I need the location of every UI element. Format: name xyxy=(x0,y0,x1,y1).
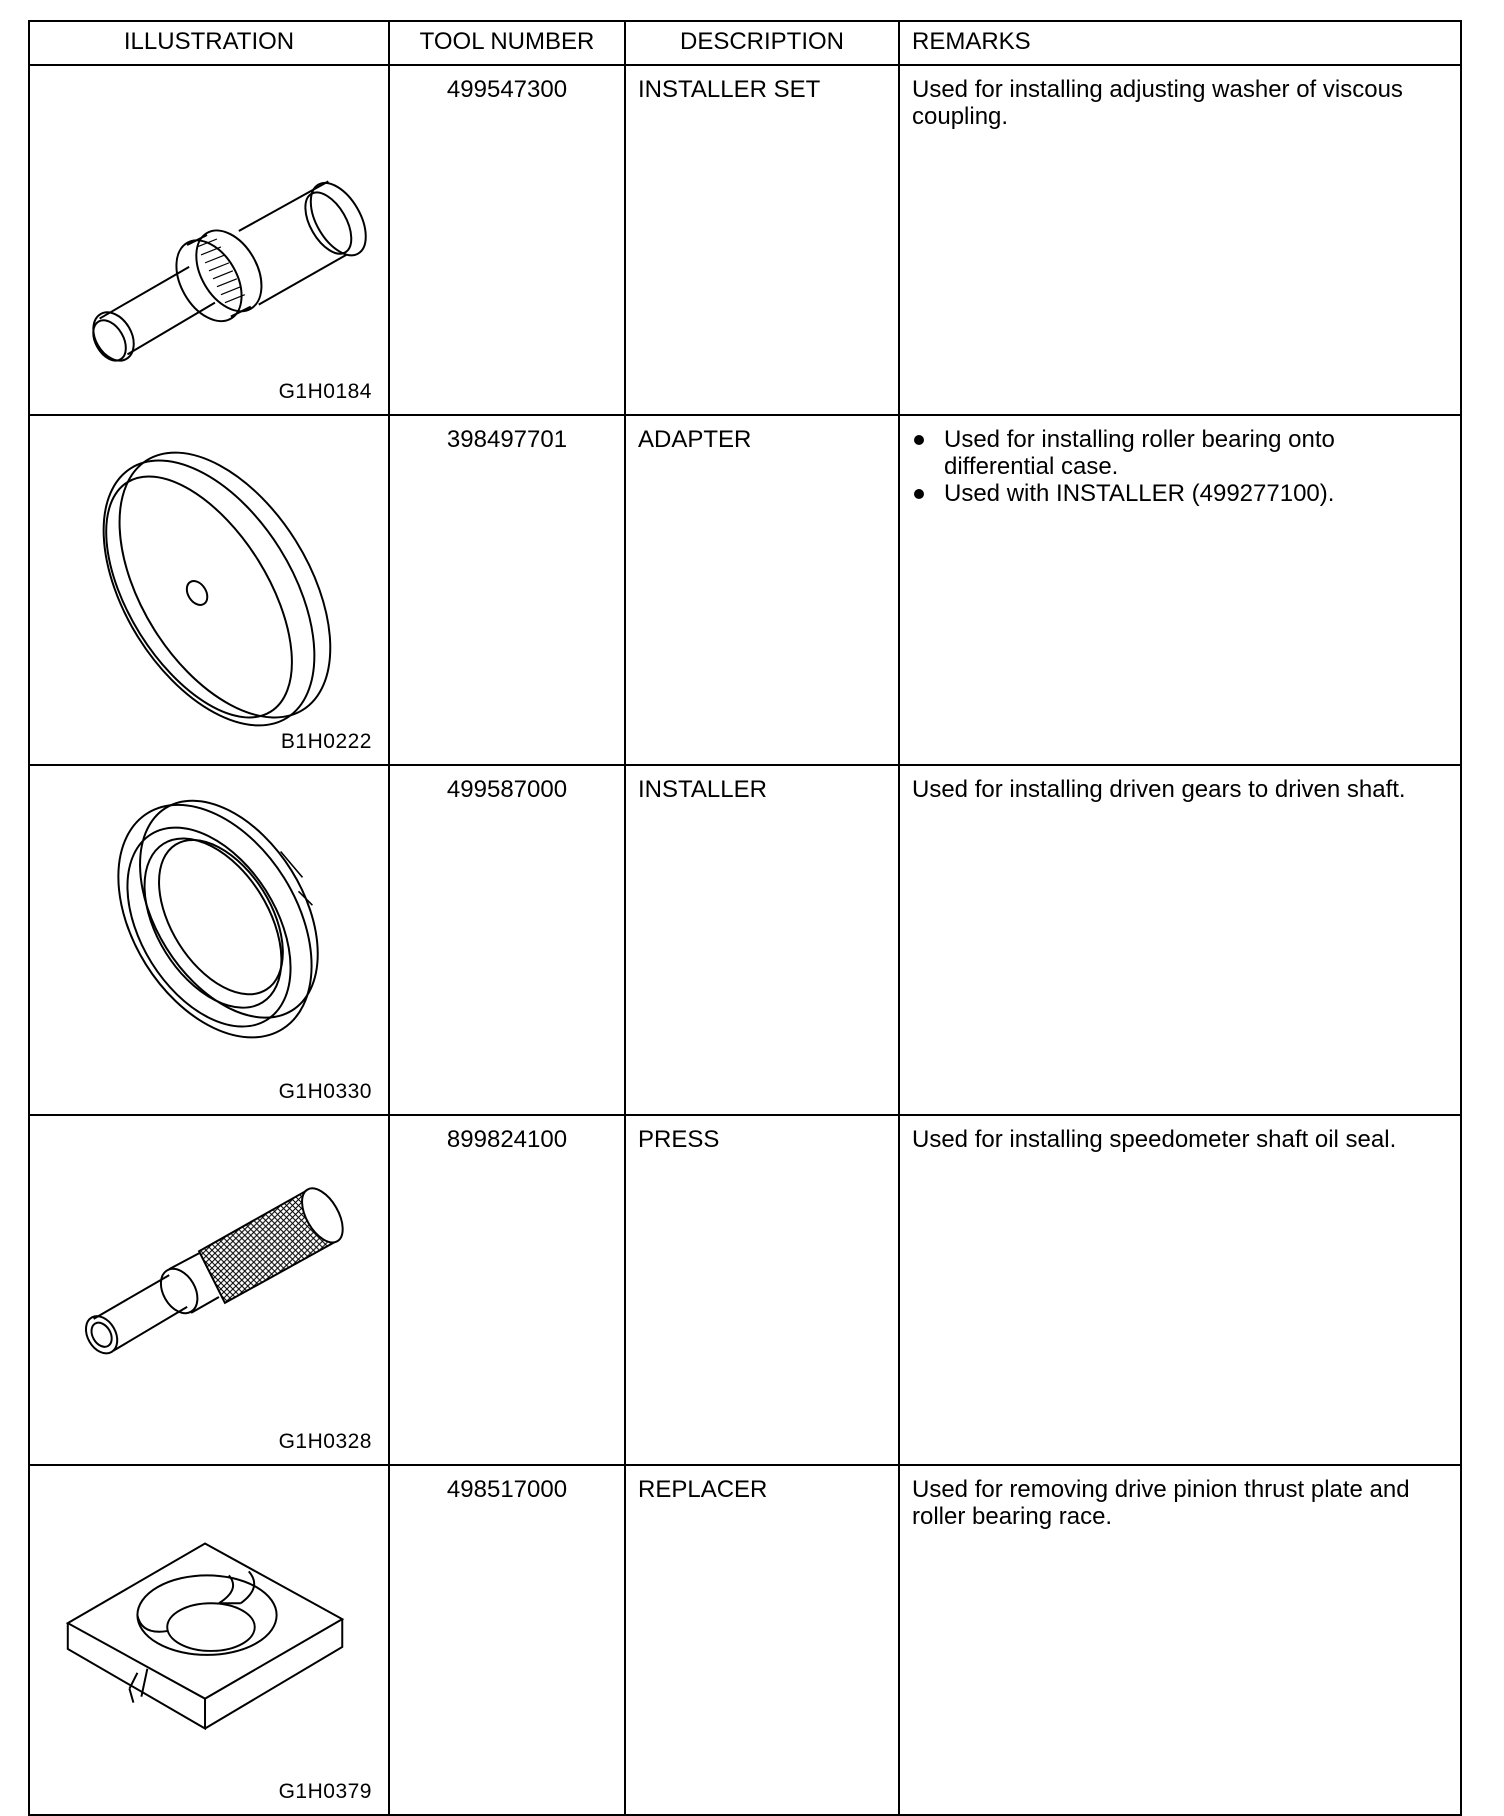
table-row xyxy=(29,1465,1461,1815)
illustration-cell xyxy=(29,765,389,1115)
remark-item: Used with INSTALLER (499277100). xyxy=(912,480,1442,507)
tool-remarks xyxy=(899,1115,1461,1465)
installer-ring-illustration xyxy=(30,766,388,1114)
tool-description: ADAPTER xyxy=(625,415,899,765)
tool-remarks xyxy=(899,65,1461,415)
tool-remarks xyxy=(899,415,1461,765)
press-illustration xyxy=(30,1116,388,1464)
tool-remarks xyxy=(899,1465,1461,1815)
illustration-cell xyxy=(29,415,389,765)
remark-list xyxy=(912,426,1442,507)
special-tools-table xyxy=(28,20,1462,1816)
remark-text: Used for installing speedometer shaft oil seal. xyxy=(912,1126,1397,1153)
replacer-illustration xyxy=(30,1466,388,1814)
tool-number: 498517000 xyxy=(389,1465,625,1815)
header-remarks: REMARKS xyxy=(899,21,1461,65)
header-illustration: ILLUSTRATION xyxy=(29,21,389,65)
illustration-code: G1H0330 xyxy=(278,1080,372,1103)
table-row xyxy=(29,65,1461,415)
tool-description: PRESS xyxy=(625,1115,899,1465)
tool-number: 499587000 xyxy=(389,765,625,1115)
remark-item: Used for installing roller bearing onto differential case. xyxy=(912,426,1442,480)
header-description: DESCRIPTION xyxy=(625,21,899,65)
table-row xyxy=(29,765,1461,1115)
remark-text: Used for installing driven gears to driven shaft. xyxy=(912,776,1406,803)
header-tool-number: TOOL NUMBER xyxy=(389,21,625,65)
table-header-row xyxy=(29,21,1461,65)
tool-description: INSTALLER xyxy=(625,765,899,1115)
tool-description: INSTALLER SET xyxy=(625,65,899,415)
table-row xyxy=(29,1115,1461,1465)
remark-text: Used for installing adjusting washer of viscous coupling. xyxy=(912,76,1403,130)
illustration-cell xyxy=(29,65,389,415)
tool-remarks xyxy=(899,765,1461,1115)
illustration-code: G1H0184 xyxy=(278,380,372,403)
illustration-code: G1H0379 xyxy=(278,1780,372,1803)
illustration-code: G1H0328 xyxy=(278,1430,372,1453)
illustration-cell xyxy=(29,1465,389,1815)
illustration-code: B1H0222 xyxy=(280,730,372,753)
adapter-illustration xyxy=(30,416,388,764)
illustration-cell xyxy=(29,1115,389,1465)
tool-number: 899824100 xyxy=(389,1115,625,1465)
tool-number: 398497701 xyxy=(389,415,625,765)
tool-description: REPLACER xyxy=(625,1465,899,1815)
tool-number: 499547300 xyxy=(389,65,625,415)
installer-set-illustration xyxy=(30,66,388,414)
table-row xyxy=(29,415,1461,765)
remark-text: Used for removing drive pinion thrust plate and roller bearing race. xyxy=(912,1476,1410,1530)
